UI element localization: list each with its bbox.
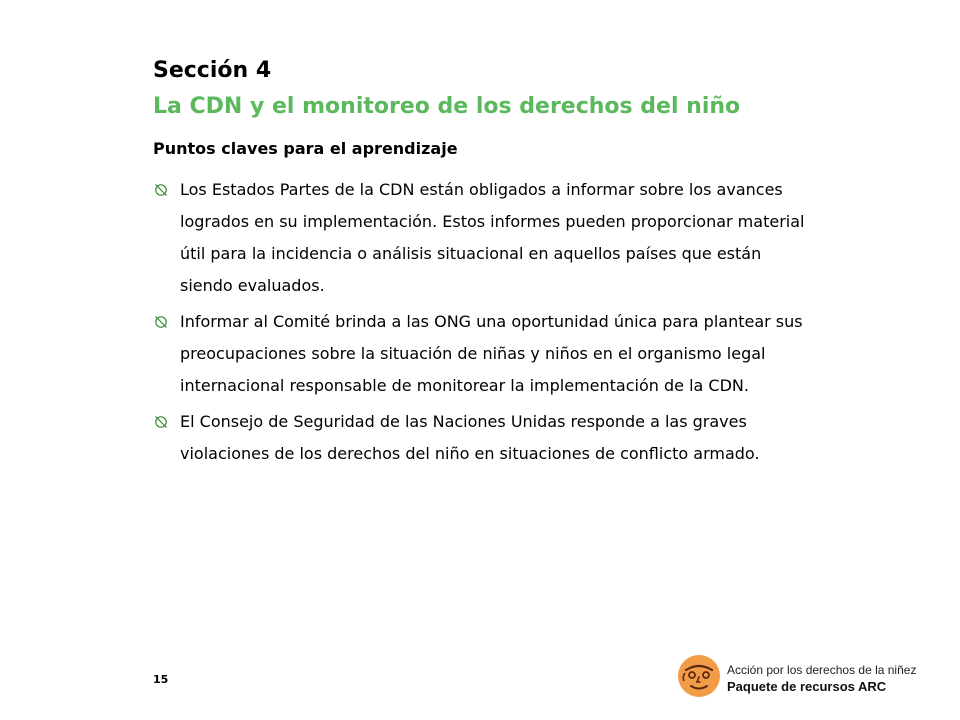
bullet-line: Informar al Comité brinda a las ONG una oportunidad única para plantear sus <box>180 312 803 331</box>
learning-points-heading: Puntos claves para el aprendizaje <box>153 139 458 158</box>
list-item <box>150 306 920 402</box>
section-number: Sección 4 <box>153 58 272 83</box>
bullet-line: siendo evaluados. <box>180 276 325 295</box>
crossed-circle-bullet-icon <box>154 415 168 429</box>
brand-tagline: Acción por los derechos de la niñez <box>727 663 917 677</box>
crossed-circle-bullet-icon <box>154 315 168 329</box>
bullet-line: Los Estados Partes de la CDN están obligados a informar sobre los avances <box>180 180 783 199</box>
section-title: La CDN y el monitoreo de los derechos del niño <box>153 94 741 119</box>
bullet-line: logrados en su implementación. Estos informes pueden proporcionar material <box>180 212 805 231</box>
arc-brand <box>676 653 946 703</box>
bullet-line: útil para la incidencia o análisis situacional en aquellos países que están <box>180 244 762 263</box>
bullet-line: violaciones de los derechos del niño en situaciones de conflicto armado. <box>180 444 760 463</box>
page-number: 15 <box>153 673 169 686</box>
list-item <box>150 406 920 470</box>
bullet-line: internacional responsable de monitorear la implementación de la CDN. <box>180 376 749 395</box>
arc-child-face-logo-icon <box>676 653 722 699</box>
key-points-list <box>150 174 920 474</box>
bullet-line: preocupaciones sobre la situación de niñas y niños en el organismo legal <box>180 344 766 363</box>
list-item <box>150 174 920 302</box>
brand-title: Paquete de recursos ARC <box>727 679 887 694</box>
crossed-circle-bullet-icon <box>154 183 168 197</box>
bullet-line: El Consejo de Seguridad de las Naciones Unidas responde a las graves <box>180 412 747 431</box>
